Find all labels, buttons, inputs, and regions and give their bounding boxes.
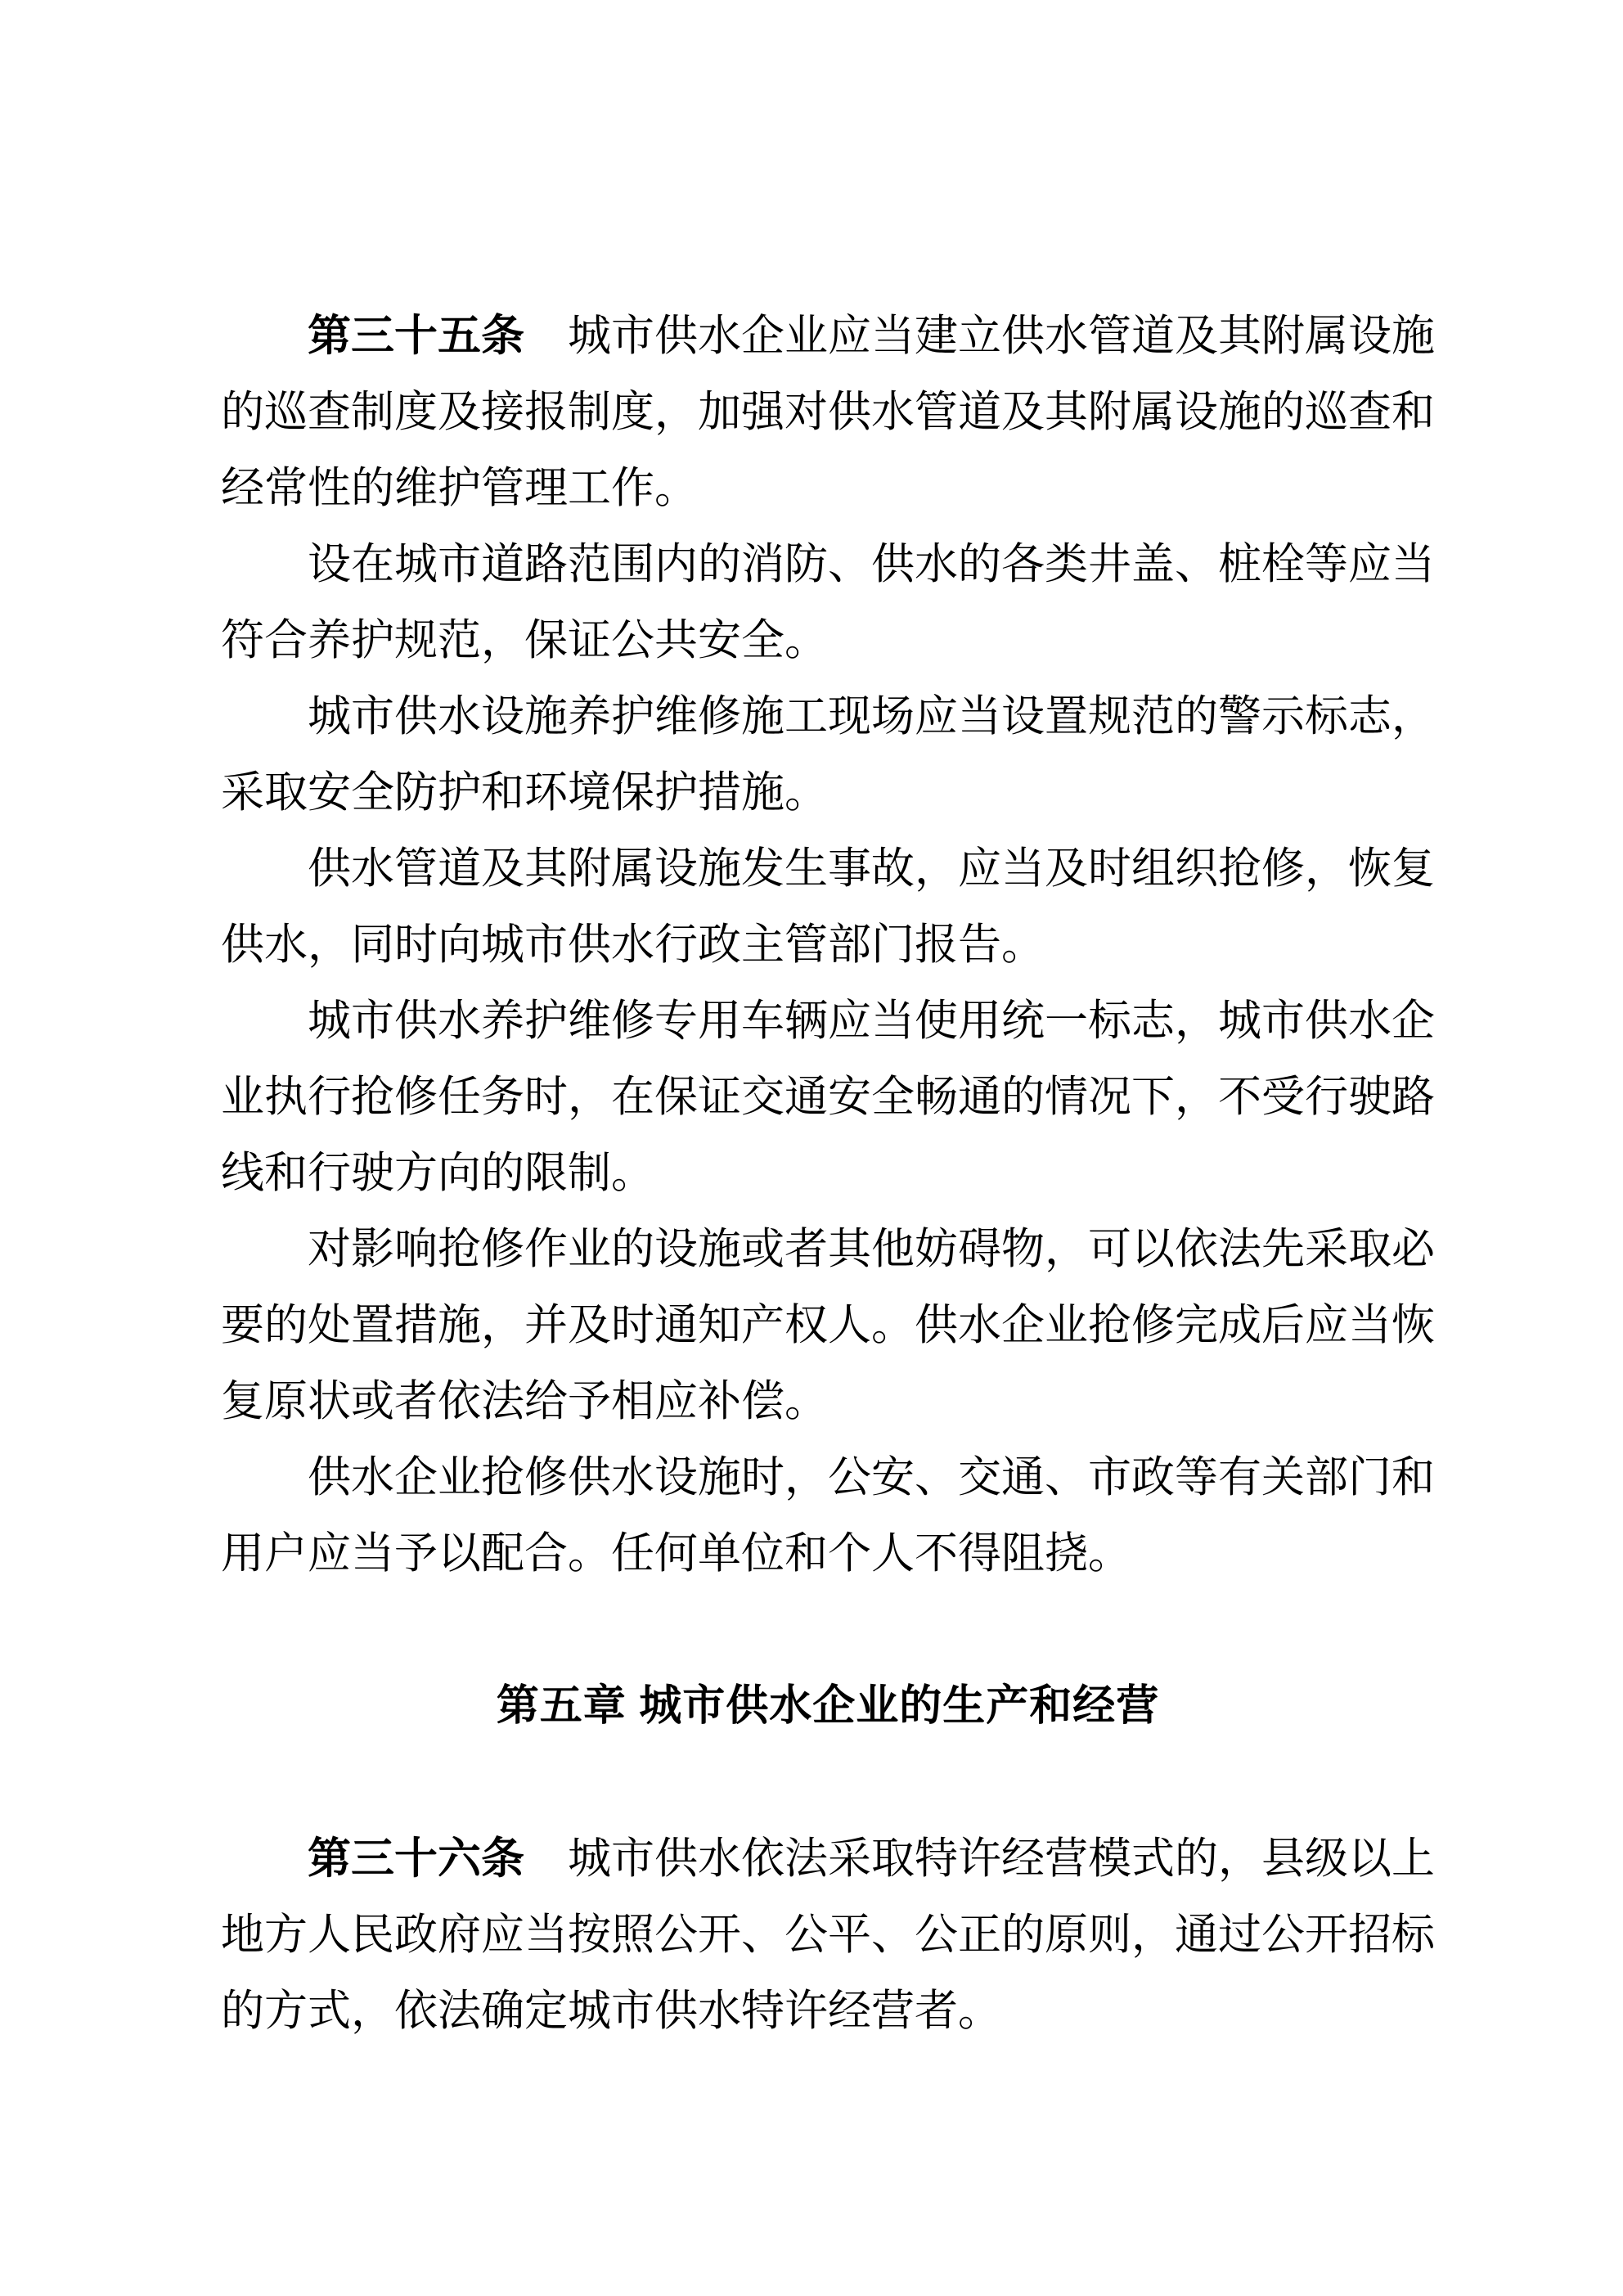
paragraph-article-35-4: 供水管道及其附属设施发生事故，应当及时组织抢修，恢复供水，同时向城市供水行政主管部门报告。 [221,845,1435,969]
document-body [221,298,1435,2050]
paragraph-article-35-3: 城市供水设施养护维修施工现场应当设置规范的警示标志，采取安全防护和环境保护措施。 [221,693,1435,817]
paragraph-article-36-1 [221,1821,1435,2050]
article-36-number: 第三十六条 [308,1835,524,1883]
paragraph-article-35-6: 对影响抢修作业的设施或者其他妨碍物，可以依法先采取必要的处置措施，并及时通知产权人。供水企业抢修完成后应当恢复原状或者依法给予相应补偿。 [221,1226,1435,1425]
paragraph-article-35-7: 供水企业抢修供水设施时，公安、交通、市政等有关部门和用户应当予以配合。任何单位和个人不得阻挠。 [221,1454,1435,1578]
paragraph-article-35-1 [221,298,1435,527]
article-36-text-1: 城市供水依法采取特许经营模式的，县级以上地方人民政府应当按照公开、公平、公正的原则，通过公开招标的方式，依法确定城市供水特许经营者。 [221,1835,1435,2035]
chapter-5-heading: 第五章 城市供水企业的生产和经营 [496,1682,1160,1730]
article-35-text-1: 城市供水企业应当建立供水管道及其附属设施的巡查制度及接报制度，加强对供水管道及其附属设施的巡查和经常性的维护管理工作。 [221,313,1435,512]
article-35-number: 第三十五条 [308,312,524,360]
paragraph-article-35-5: 城市供水养护维修专用车辆应当使用统一标志，城市供水企业执行抢修任务时，在保证交通安全畅通的情况下，不受行驶路线和行驶方向的限制。 [221,997,1435,1197]
paragraph-article-35-2: 设在城市道路范围内的消防、供水的各类井盖、桩栓等应当符合养护规范，保证公共安全。 [221,541,1435,664]
